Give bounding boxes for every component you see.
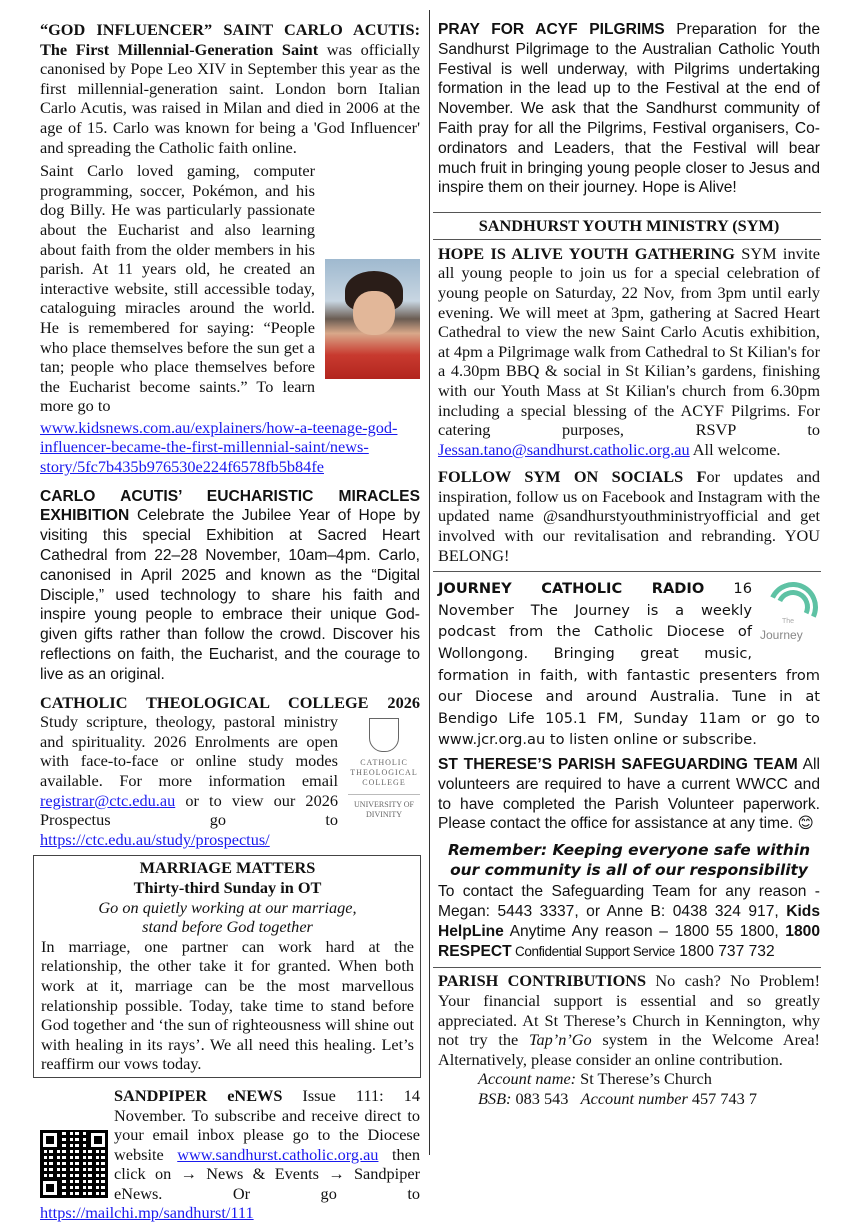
qr-code-icon xyxy=(40,1130,108,1198)
pray-body: Preparation for the Sandhurst Pilgrimage to the Australian Catholic Youth Festival is well underway, with Pilgrims undertaking formation in the lead up to the Festival at the end of November. We ask that the Sandhurst community of Faith pray for all the Pilgrims, Festival organisers, Co-ordinators and Leaders, that the Festival will bear much fruit in bringing young people closer to Jesus and inspire them on their journey. Hope is Alive! xyxy=(438,21,820,197)
carlo-paragraph-2: Saint Carlo loved gaming, computer programming, soccer, Pokémon, and his dog Billy. He was particularly passionate about the Eucharist and also learning about faith from the older members in his parish. At 11 years old, he created an interactive website, still accessible today, cataloguing miracles around the world. He is remembered for saying: “People who place themselves before the sun get a tan; people who place themselves before the Eucharist become saints.” To learn more go to xyxy=(40,161,315,416)
safeguarding-body: All volunteers are required to have a current WWCC and to have completed the Parish Volunteer paperwork. Please contact the office for assistance at any time. xyxy=(438,756,820,833)
column-divider xyxy=(429,10,430,1155)
hope-body: SYM invite all young people to join us for a special celebration of young people on Saturday, 22 Nov, from 3pm until early evening. We will meet at 3pm, gathering at Sacred Heart Cathedral to view the new Saint Carlo Acutis exhibition, at 4pm a Pilgrimage walk from Cathedral to St Kilian's for a 4.30pm BBQ & social in St Kilian’s gardens, finishing with our Youth Mass at St Kilian's church from 6.30pm including a special blessing of the ACYF Pilgrims. For catering purposes, RSVP to xyxy=(438,243,820,440)
account-number: 457 743 7 xyxy=(687,1088,758,1108)
hope-heading: HOPE IS ALIVE YOUTH GATHERING xyxy=(438,243,735,263)
left-column xyxy=(40,20,420,1223)
kidsnews-link[interactable]: www.kidsnews.com.au/explainers/how-a-teenage-god-influencer-became-the-first-millennial-saint/news-story/5fc7b435b976530e224f6578fb5b84fe xyxy=(40,417,398,477)
right-column xyxy=(438,20,820,1109)
marriage-quote-line-2: stand before God together xyxy=(142,917,313,937)
bsb-value: 083 543 xyxy=(511,1088,569,1108)
account-number-label: Account number xyxy=(580,1088,688,1108)
carlo-acutis-article xyxy=(40,20,420,477)
ctc-article xyxy=(40,693,420,850)
ctc-email-link[interactable]: registrar@ctc.edu.au xyxy=(40,790,176,810)
parish-contributions-article xyxy=(438,971,820,1108)
divider xyxy=(433,239,821,240)
pray-acyf-article xyxy=(438,20,820,198)
ctc-prospectus-link[interactable]: https://ctc.edu.au/study/prospectus/ xyxy=(40,829,270,849)
respect-service: Confidential Support Service xyxy=(511,943,675,959)
eucharistic-miracles-article xyxy=(40,487,420,685)
sym-header: SANDHURST YOUTH MINISTRY (SYM) xyxy=(478,216,780,236)
marriage-subtitle: Thirty-third Sunday in OT xyxy=(133,877,322,897)
contact-text: To contact the Safeguarding Team for any reason - Megan: 5443 3337, or Anne B: 0438 324 917, xyxy=(438,883,820,920)
journey-date: 16 November xyxy=(438,580,753,619)
miracles-body: Celebrate the Jubilee Year of Hope by visiting this special Exhibition at Sacred Heart Cathedral from 22–28 November, 10am–4pm. Carlo, canonised in April 2025 and known as the “Digital Disciple,” used technology to share his faith and inspire young people to embrace their unique God-given gifts rather than follow the crowd. Discover his reflections on faith, the Eucharist, and the courage to live as an original. xyxy=(40,507,420,683)
miracles-heading: CARLO ACUTIS’ EUCHARISTIC MIRACLES EXHIBITION xyxy=(40,487,420,525)
contributions-body-2: system in the Welcome Area! Alternatively, please consider an online contribution. xyxy=(438,1030,820,1069)
hope-end: All welcome. xyxy=(689,439,781,459)
follow-heading: FOLLOW SYM ON SOCIALS F xyxy=(438,467,707,487)
account-name: St Therese’s Church xyxy=(576,1069,712,1089)
safeguarding-heading: ST THERESE’S PARISH SAFEGUARDING TEAM xyxy=(438,756,798,774)
pray-heading: PRAY FOR ACYF PILGRIMS xyxy=(438,21,665,38)
journey-radio-article xyxy=(438,578,820,751)
bsb-label: BSB: xyxy=(478,1088,512,1108)
tapngo-label: Tap’n’Go xyxy=(528,1030,592,1050)
hope-is-alive-article xyxy=(438,244,820,566)
sandpiper-body-mid: then click on → News & Events → Sandpiper eNews. Or go to xyxy=(114,1144,420,1203)
contributions-heading: PARISH CONTRIBUTIONS xyxy=(438,971,647,991)
kids-helpline-label: Kids HelpLine xyxy=(438,903,820,940)
kids-helpline-text: Anytime Any reason – 1800 55 1800, xyxy=(503,922,786,940)
smile-emoji-icon: 😊 xyxy=(797,815,814,833)
carlo-heading: “GOD INFLUENCER” SAINT CARLO ACUTIS: The First Millennial-Generation Saint xyxy=(40,20,420,59)
ctc-logo: CATHOLIC THEOLOGICAL COLLEGE UNIVERSITY OF DIVINITY xyxy=(348,718,420,820)
rsvp-email-link[interactable]: Jessan.tano@sandhurst.catholic.org.au xyxy=(438,439,690,459)
contributions-body-1: No cash? No Problem! Your financial support is essential and so greatly appreciated. At St Therese’s Church in Kennington, why not try the xyxy=(438,971,820,1050)
carlo-acutis-photo xyxy=(325,259,420,379)
ctc-body-mid: or to view our 2026 Prospectus go to xyxy=(40,790,338,830)
ctc-heading: CATHOLIC THEOLOGICAL COLLEGE 2026 xyxy=(40,692,420,712)
mailchimp-link[interactable]: https://mailchi.mp/sandhurst/111 xyxy=(40,1203,254,1223)
marriage-quote-line-1: Go on quietly working at our marriage, xyxy=(98,897,357,917)
respect-number: 1800 737 732 xyxy=(674,942,775,960)
sandpiper-heading: SANDPIPER eNEWS xyxy=(114,1085,283,1105)
sandpiper-body: Issue 111: 14 November. To subscribe and receive direct to your email inbox please go to the Diocese website xyxy=(114,1085,420,1164)
divider xyxy=(433,571,821,572)
marriage-title: MARRIAGE MATTERS xyxy=(139,858,316,878)
respect-label: 1800 RESPECT xyxy=(438,922,820,960)
ctc-body: Study scripture, theology, pastoral ministry and spirituality. 2026 Enrolments are open with face-to-face or online study modes available. For more information email xyxy=(40,712,338,790)
sandpiper-article xyxy=(40,1086,420,1223)
account-name-label: Account name: xyxy=(478,1069,577,1089)
marriage-matters-box xyxy=(33,855,421,1078)
divider xyxy=(433,967,821,968)
sandhurst-website-link[interactable]: www.sandhurst.catholic.org.au xyxy=(177,1144,379,1164)
journey-body: The Journey is a weekly podcast from the Catholic Diocese of Wollongong. Bringing great music, formation in faith, with fantastic presenters from our Diocese and around Australia. Tune in at Bendigo Life 105.1 FM, Sunday 11am or go to www.jcr.org.au to listen online or subscribe. xyxy=(438,601,820,749)
safeguarding-article xyxy=(438,755,820,961)
remember-statement: Remember: Keeping everyone safe within our community is all of our responsibility xyxy=(447,841,811,880)
the-journey-logo: The Journey xyxy=(760,582,820,646)
follow-body: or updates and inspiration, follow us on Facebook and Instagram with the updated name @sandhurstyouthministryofficial and get involved with our revitalisation and rebranding. YOU BELONG! xyxy=(438,467,820,565)
journey-heading: JOURNEY CATHOLIC RADIO xyxy=(438,580,705,598)
marriage-body: In marriage, one partner can work hard at the relationship, the other take it for granted. When both work at it, marriage can be the most marvellous relationship possible. Today, take time to stand before God together and ‘the sun of righteousness will shine out with healing in its rays’. We all need this healing. Let’s reaffirm our vows today. xyxy=(41,936,414,1074)
carlo-paragraph-1: was officially canonised by Pope Leo XIV in September this year as the first millennial-generation saint. London born Italian Carlo Acutis, was raised in Milan and died in 2006 at the age of 15. Carlo was known for being a 'God Influencer' and spreading the Catholic faith online. xyxy=(40,39,421,157)
